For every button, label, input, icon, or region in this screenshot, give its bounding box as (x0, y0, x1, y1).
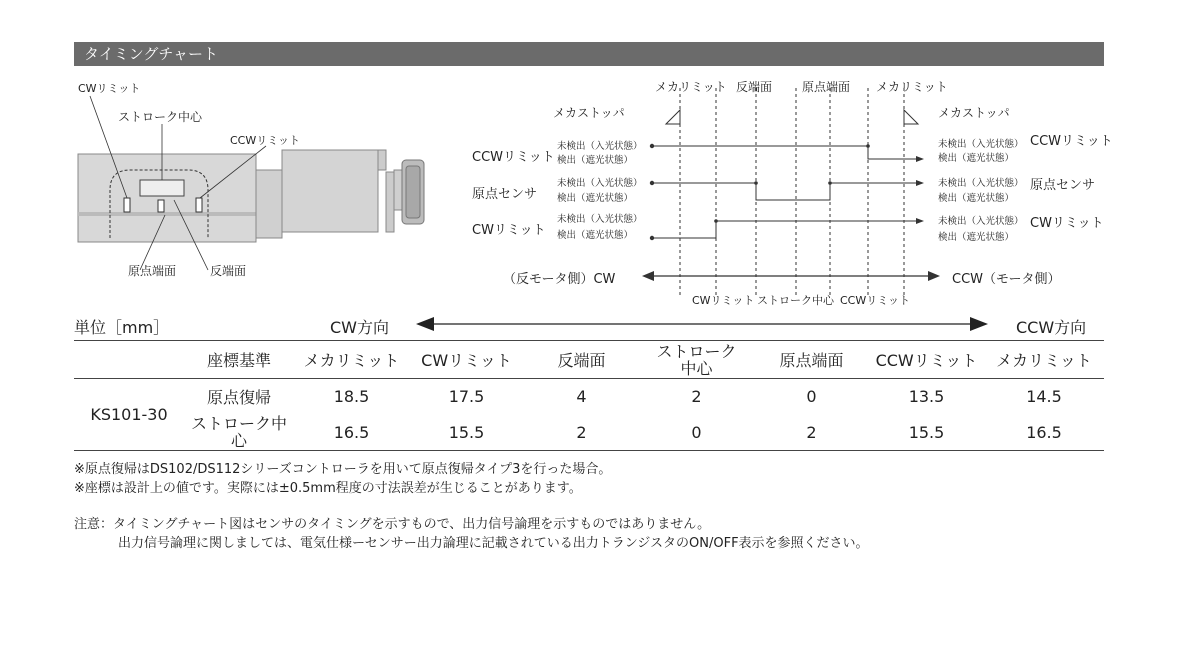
label-cw-limit: CWリミット (78, 82, 141, 95)
model-cell: KS101-30 (74, 379, 184, 451)
top-label-mech-limit-right: メカリミット (876, 80, 948, 94)
top-label-origin-face: 原点端面 (802, 80, 851, 94)
table-row (74, 379, 1104, 415)
signal-origin-off-left: 未検出（入光状態） (557, 178, 643, 189)
signal-origin-on-left: 検出（遮光状態） (557, 193, 634, 204)
note-origin-return: ※原点復帰はDS102/DS112シリーズコントローラを用いて原点復帰タイプ3を行った場合。 (74, 462, 612, 477)
top-label-reverse-face: 反端面 (736, 80, 773, 94)
signal-ccw-on-left: 検出（遮光状態） (557, 155, 634, 166)
coordinate-table (74, 340, 1104, 451)
signal-cw-on-right: 検出（遮光状態） (938, 232, 1015, 243)
stopper-right-label: メカストッパ (938, 106, 1010, 120)
value-cell: 2 (754, 415, 869, 451)
signal-cw-on-left: 検出（遮光状態） (557, 230, 634, 241)
header-cell: 原点端面 (754, 341, 869, 379)
note-output-logic: 出力信号論理に関しましては、電気仕様ーセンサー出力論理に記載されている出力トランジスタのON/OFF表示を参照ください。 (118, 536, 869, 551)
top-label-mech-limit-left: メカリミット (655, 80, 727, 94)
row-label: 原点復帰 (184, 379, 294, 415)
table-row (74, 415, 1104, 451)
signal-origin-on-right: 検出（遮光状態） (938, 193, 1015, 204)
value-cell: 15.5 (869, 415, 984, 451)
stopper-left-label: メカストッパ (553, 106, 625, 120)
signal-ccw-off-left: 未検出（入光状態） (557, 141, 643, 152)
value-cell: 16.5 (294, 415, 409, 451)
value-cell: 0 (639, 415, 754, 451)
section-title: タイミングチャート (74, 42, 1104, 66)
stage-diagram (70, 70, 450, 290)
header-cell: 反端面 (524, 341, 639, 379)
value-cell: 2 (639, 379, 754, 415)
value-cell: 0 (754, 379, 869, 415)
value-cell: 17.5 (409, 379, 524, 415)
signal-ccw-name-right: CCWリミット (1030, 134, 1113, 149)
signal-ccw-name-left: CCWリミット (472, 150, 555, 165)
cw-direction-label: CW方向 (330, 318, 389, 337)
value-cell: 16.5 (984, 415, 1104, 451)
value-cell: 4 (524, 379, 639, 415)
axis-right-label: CCW（モータ側） (952, 272, 1061, 287)
label-origin-face: 原点端面 (128, 264, 177, 278)
label-stroke-center: ストローク中心 (118, 110, 203, 124)
value-cell: 15.5 (409, 415, 524, 451)
table-header-row (74, 341, 1104, 379)
signal-origin-off-right: 未検出（入光状態） (938, 178, 1024, 189)
signal-cw-off-left: 未検出（入光状態） (557, 214, 643, 225)
value-cell: 18.5 (294, 379, 409, 415)
header-cell: メカリミット (984, 341, 1104, 379)
signal-cw-off-right: 未検出（入光状態） (938, 216, 1024, 227)
header-cell: 座標基準 (184, 341, 294, 379)
bottom-label-ccw-limit: CCWリミット (840, 294, 911, 307)
signal-ccw-off-right: 未検出（入光状態） (938, 139, 1024, 150)
note-coordinate-tolerance: ※座標は設計上の値です。実際には±0.5mm程度の寸法誤差が生じることがあります。 (74, 481, 582, 496)
ccw-direction-label: CCW方向 (1016, 318, 1087, 337)
signal-ccw-on-right: 検出（遮光状態） (938, 153, 1015, 164)
signal-cw-name-right: CWリミット (1030, 216, 1104, 231)
value-cell: 13.5 (869, 379, 984, 415)
row-label: ストローク中 心 (184, 415, 294, 451)
direction-arrow (414, 314, 990, 334)
signal-cw-name-left: CWリミット (472, 223, 546, 238)
signal-origin-name-left: 原点センサ (472, 187, 538, 202)
axis-left-label: （反モータ側）CW (503, 272, 616, 287)
bottom-label-stroke-center: ストローク中心 (757, 294, 834, 307)
bottom-label-cw-limit: CWリミット (692, 294, 755, 307)
signal-origin-name-right: 原点センサ (1030, 178, 1096, 193)
value-cell: 14.5 (984, 379, 1104, 415)
unit-label: 単位［mm］ (74, 318, 170, 337)
label-reverse-face: 反端面 (210, 264, 247, 278)
header-cell: メカリミット (294, 341, 409, 379)
label-ccw-limit: CCWリミット (230, 134, 301, 147)
value-cell: 2 (524, 415, 639, 451)
header-cell: CCWリミット (869, 341, 984, 379)
header-cell: ストローク 中心 (639, 341, 754, 379)
header-cell: CWリミット (409, 341, 524, 379)
note-caution: 注意：タイミングチャート図はセンサのタイミングを示すもので、出力信号論理を示すものではありません。 (74, 517, 711, 532)
